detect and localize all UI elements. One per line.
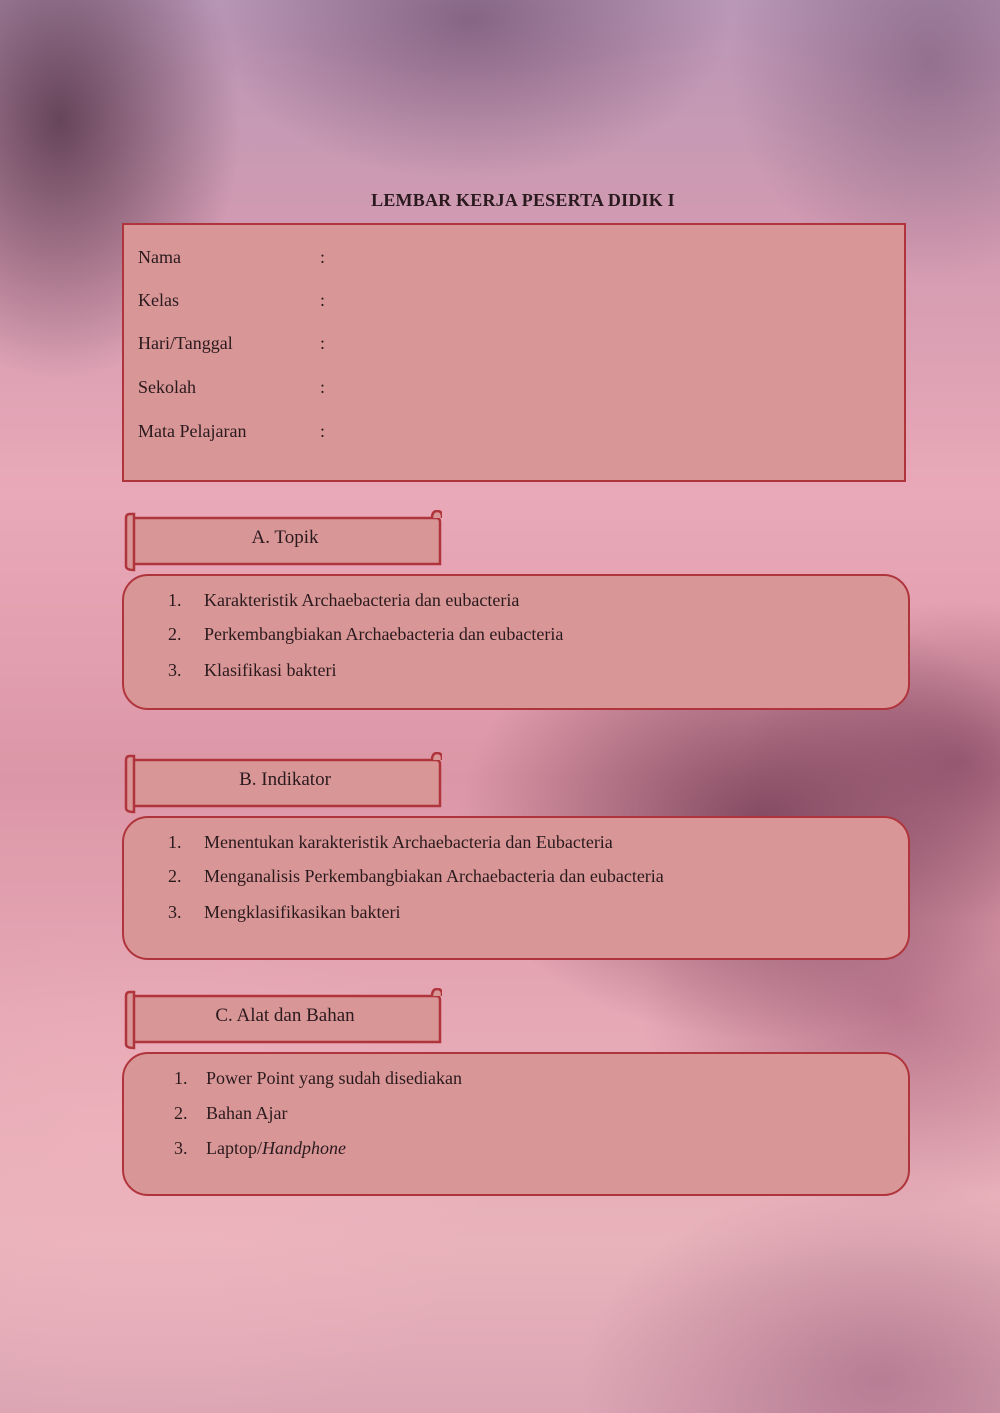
indikator-list-box (122, 816, 910, 960)
section-banner-topik (122, 510, 440, 568)
topik-list-box (122, 574, 910, 710)
section-banner-alat-bahan (122, 988, 440, 1046)
list-item: 2. Menganalisis Perkembangbiakan Archaebacteria dan eubacteria (168, 866, 664, 886)
alat-list-box (122, 1052, 910, 1196)
identity-box (122, 223, 906, 482)
identity-label: Nama (138, 247, 181, 267)
list-item: 1. Menentukan karakteristik Archaebacteria dan Eubacteria (168, 832, 613, 852)
list-item: 1. Power Point yang sudah disediakan (174, 1068, 462, 1088)
identity-label: Sekolah (138, 377, 196, 397)
identity-row-kelas (138, 290, 325, 311)
identity-sep: : (320, 333, 326, 353)
identity-row-mata-pelajaran (138, 421, 325, 442)
identity-row-sekolah (138, 377, 325, 398)
identity-label: Mata Pelajaran (138, 421, 247, 441)
section-banner-indikator (122, 752, 440, 810)
list-item: 3. Mengklasifikasikan bakteri (168, 902, 401, 922)
list-item: 3. Laptop/Handphone (174, 1138, 346, 1158)
identity-row-nama (138, 247, 325, 268)
identity-label: Kelas (138, 290, 179, 310)
identity-sep: : (320, 247, 326, 267)
section-heading: A. Topik (251, 527, 319, 548)
identity-label: Hari/Tanggal (138, 333, 233, 353)
list-item: 1. Karakteristik Archaebacteria dan eubacteria (168, 590, 520, 610)
page-title: LEMBAR KERJA PESERTA DIDIK I (371, 190, 675, 210)
list-item: 3. Klasifikasi bakteri (168, 660, 337, 680)
section-heading: B. Indikator (239, 769, 331, 790)
identity-sep: : (320, 377, 326, 397)
list-item: 2. Perkembangbiakan Archaebacteria dan eubacteria (168, 624, 564, 644)
identity-row-hari-tanggal (138, 333, 325, 354)
identity-sep: : (320, 290, 326, 310)
identity-sep: : (320, 421, 326, 441)
section-heading: C. Alat dan Bahan (215, 1005, 355, 1026)
list-item: 2. Bahan Ajar (174, 1103, 288, 1123)
